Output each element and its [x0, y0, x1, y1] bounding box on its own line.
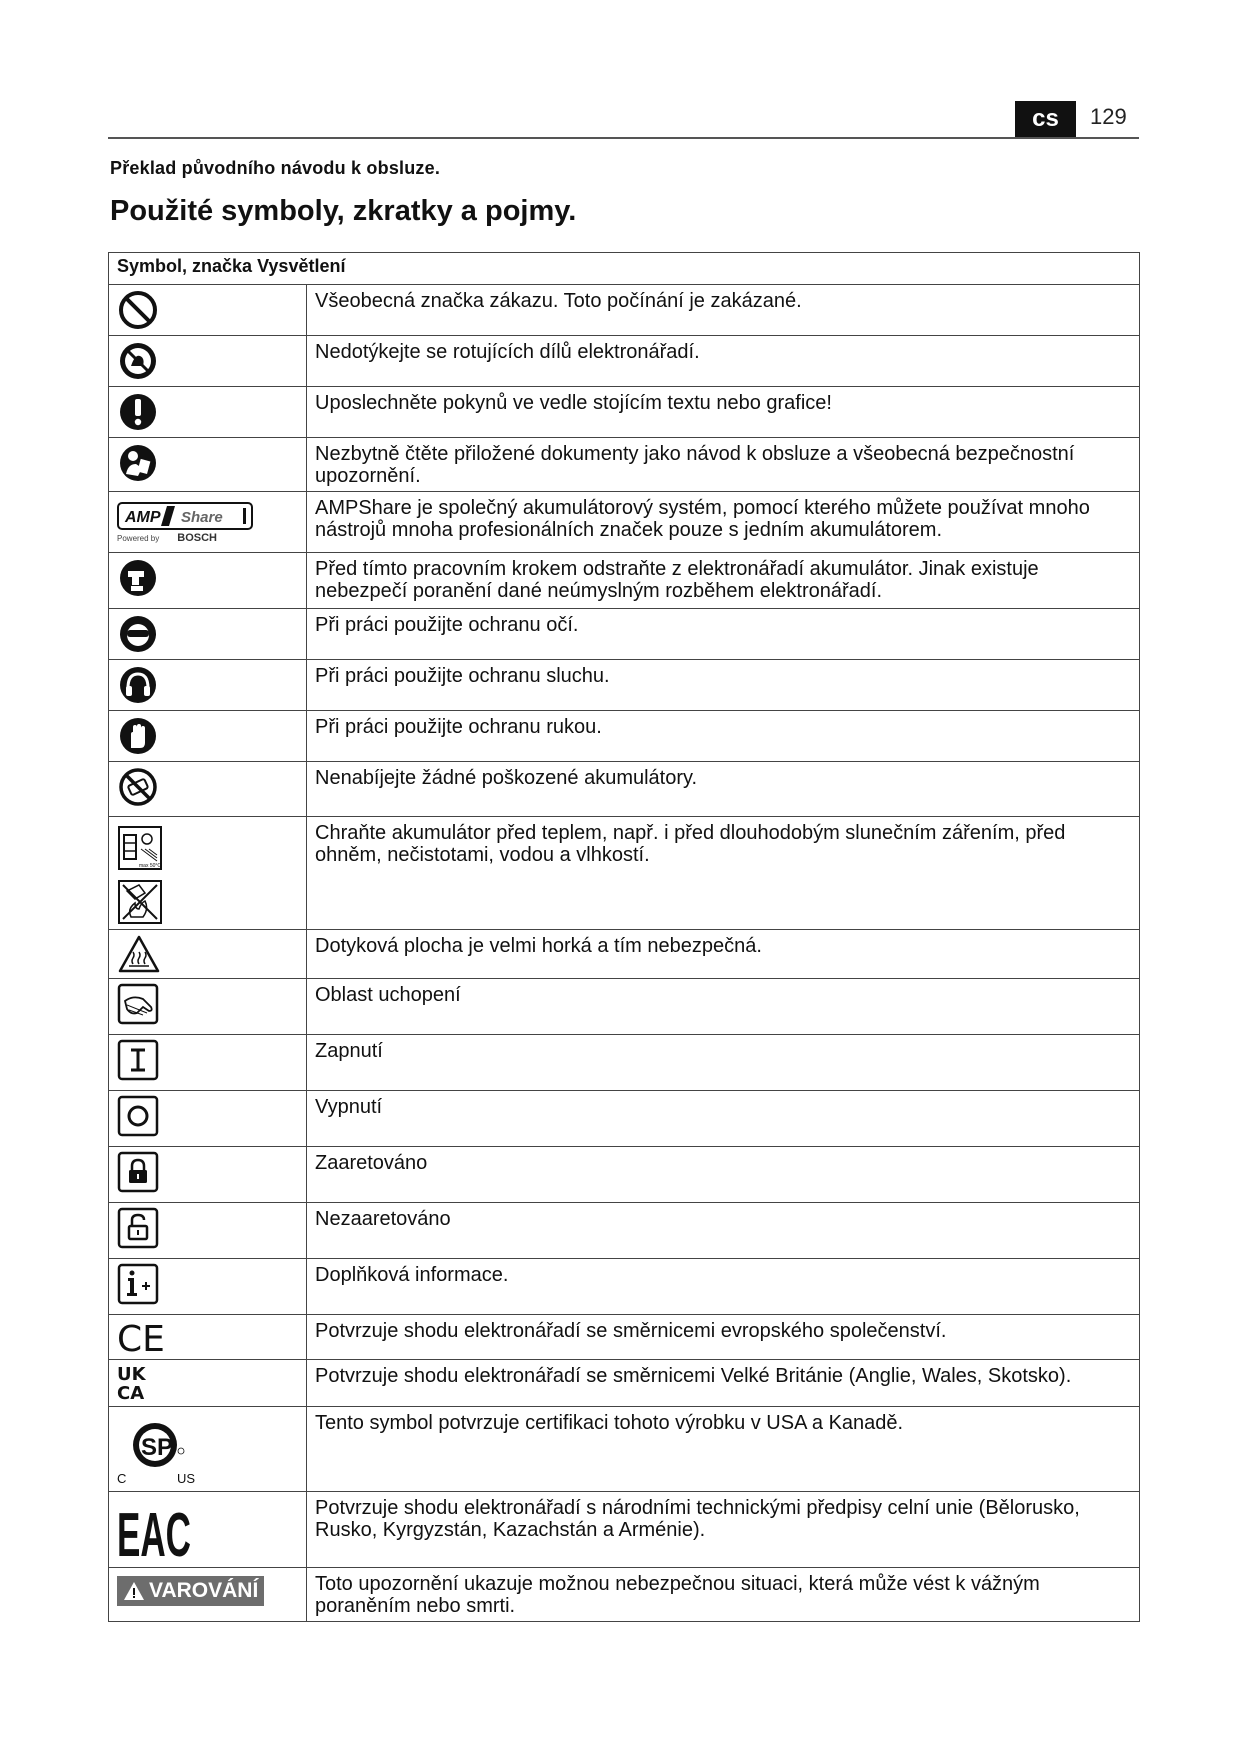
battery-fire-water-icon [117, 879, 163, 925]
symbol-cell [109, 1259, 307, 1315]
table-row [109, 1568, 1140, 1622]
symbol-cell [109, 387, 307, 438]
power-off-icon [117, 1095, 159, 1137]
explanation-cell: Nezaaretováno [307, 1203, 1140, 1259]
table-row [109, 1203, 1140, 1259]
symbol-cell [109, 979, 307, 1035]
explanation-cell: AMPShare je společný akumulátorový systém, pomocí kterého můžete používat mnoho nástrojů mnoha profesionálních značek pouze s jedním akumulátorem. [307, 492, 1140, 553]
csa-us-mark-icon [117, 1411, 207, 1487]
explanation-cell: Dotyková plocha je velmi horká a tím nebezpečná. [307, 930, 1140, 979]
info-plus-icon [117, 1263, 159, 1305]
symbol-cell [109, 609, 307, 660]
table-row [109, 1407, 1140, 1492]
table-row [109, 979, 1140, 1035]
uk-text: UK [117, 1364, 146, 1385]
table-row [109, 660, 1140, 711]
explanation-cell: Nenabíjejte žádné poškozené akumulátory. [307, 762, 1140, 817]
symbol-cell [109, 492, 307, 553]
eye-protection-icon [117, 613, 159, 655]
explanation-cell: Před tímto pracovním krokem odstraňte z elektronářadí akumulátor. Jinak existuje nebezpečí poranění dané neúmyslným rozběhem elektronářadí. [307, 553, 1140, 609]
explanation-cell: Zapnutí [307, 1035, 1140, 1091]
symbol-cell [109, 1407, 307, 1492]
ce-mark-icon [117, 1319, 167, 1360]
csa-us-text: US [177, 1471, 196, 1486]
table-row [109, 1315, 1140, 1360]
explanation-cell: Oblast uchopení [307, 979, 1140, 1035]
warning-text: VAROVÁNÍ [149, 1579, 259, 1602]
table-row [109, 1360, 1140, 1407]
symbol-cell [109, 1492, 307, 1568]
table-row [109, 930, 1140, 979]
symbol-cell [109, 1568, 307, 1622]
bosch-text: BOSCH [177, 532, 217, 544]
document-subtitle: Překlad původního návodu k obsluze. [110, 158, 441, 178]
explanation-cell: Uposlechněte pokynů ve vedle stojícím textu nebo grafice! [307, 387, 1140, 438]
table-row [109, 387, 1140, 438]
warning-triangle-icon [123, 1581, 145, 1601]
explanation-cell: Tento symbol potvrzuje certifikaci tohoto výrobku v USA a Kanadě. [307, 1407, 1140, 1492]
symbol-cell [109, 660, 307, 711]
ampshare-powered-text: Powered by [117, 533, 160, 543]
battery-temp-text: max 50°C [139, 863, 162, 869]
ampshare-share-text: Share [181, 509, 223, 526]
prohibition-icon [117, 289, 159, 331]
hand-protection-icon [117, 715, 159, 757]
explanation-cell: Při práci použijte ochranu rukou. [307, 711, 1140, 762]
header-symbol: Symbol, značka [117, 256, 253, 276]
locked-icon [117, 1151, 159, 1193]
symbol-cell [109, 1203, 307, 1259]
unlocked-icon [117, 1207, 159, 1249]
svg-text:SP: SP [141, 1434, 174, 1461]
symbol-cell [109, 1035, 307, 1091]
page-number: 129 [1090, 104, 1127, 129]
table-row [109, 609, 1140, 660]
ca-text: CA [117, 1383, 145, 1404]
hot-surface-icon [117, 934, 161, 974]
symbol-cell [109, 438, 307, 492]
symbol-cell [109, 1315, 307, 1360]
explanation-cell: Doplňková informace. [307, 1259, 1140, 1315]
page-title: Použité symboly, zkratky a pojmy. [110, 195, 577, 227]
table-row [109, 1035, 1140, 1091]
no-damaged-battery-icon [117, 766, 159, 808]
no-touch-rotating-icon [117, 340, 159, 382]
symbol-cell [109, 553, 307, 609]
ampshare-amp-text: AMP [125, 509, 161, 526]
ampshare-logo [117, 496, 298, 544]
ampshare-badge-icon [117, 502, 257, 530]
explanation-cell: Při práci použijte ochranu očí. [307, 609, 1140, 660]
explanation-cell: Potvrzuje shodu elektronářadí s národními technickými předpisy celní unie (Bělorusko, Rusko, Kyrgyzstán, Kazachstán a Arménie). [307, 1492, 1140, 1568]
symbol-cell [109, 817, 307, 930]
table-row [109, 817, 1140, 930]
symbol-cell [109, 930, 307, 979]
explanation-cell: Toto upozornění ukazuje možnou nebezpečnou situaci, která může vést k vážným poraněním nebo smrti. [307, 1568, 1140, 1622]
symbol-cell [109, 711, 307, 762]
hearing-protection-icon [117, 664, 159, 706]
explanation-cell: Nedotýkejte se rotujících dílů elektronářadí. [307, 336, 1140, 387]
explanation-cell: Potvrzuje shodu elektronářadí se směrnicemi evropského společenství. [307, 1315, 1140, 1360]
symbol-cell [109, 762, 307, 817]
explanation-cell: Při práci použijte ochranu sluchu. [307, 660, 1140, 711]
explanation-cell: Potvrzuje shodu elektronářadí se směrnicemi Velké Británie (Anglie, Wales, Skotsko). [307, 1360, 1140, 1407]
table-row [109, 438, 1140, 492]
symbols-table [108, 252, 1140, 1622]
read-manual-icon [117, 442, 159, 484]
eac-mark-icon [117, 1496, 197, 1570]
table-row [109, 1259, 1140, 1315]
explanation-cell: Vypnutí [307, 1091, 1140, 1147]
symbol-cell [109, 336, 307, 387]
table-row [109, 492, 1140, 553]
symbol-cell [109, 285, 307, 336]
explanation-cell: Všeobecná značka zákazu. Toto počínání je zakázané. [307, 285, 1140, 336]
table-row [109, 1091, 1140, 1147]
symbol-cell [109, 1360, 307, 1407]
remove-battery-icon [117, 557, 159, 599]
header-rule [108, 137, 1139, 139]
ukca-mark-icon [117, 1364, 157, 1402]
header-explanation: Vysvětlení [257, 256, 346, 276]
grip-area-icon [117, 983, 159, 1025]
csa-c-text: C [117, 1471, 127, 1486]
table-header [109, 253, 1140, 285]
table-row [109, 711, 1140, 762]
table-row [109, 1147, 1140, 1203]
explanation-cell: Zaaretováno [307, 1147, 1140, 1203]
eac-text: EAC [117, 1501, 191, 1570]
table-row [109, 1492, 1140, 1568]
table-header-row [109, 253, 1140, 285]
explanation-cell: Nezbytně čtěte přiložené dokumenty jako návod k obsluze a všeobecná bezpečnostní upozornění. [307, 438, 1140, 492]
powered-by-line [117, 532, 298, 544]
explanation-cell: Chraňte akumulátor před teplem, např. i před dlouhodobým slunečním zářením, před ohněm, nečistotami, vodou a vlhkostí. [307, 817, 1140, 930]
warning-label [117, 1576, 264, 1606]
language-badge: cs [1015, 101, 1076, 137]
table-row [109, 336, 1140, 387]
table-row [109, 762, 1140, 817]
symbol-cell [109, 1091, 307, 1147]
symbol-cell [109, 1147, 307, 1203]
battery-heat-icon [117, 825, 163, 871]
ce-text: CE [117, 1319, 165, 1360]
table-row [109, 285, 1140, 336]
power-on-icon [117, 1039, 159, 1081]
table-row [109, 553, 1140, 609]
attention-icon [117, 391, 159, 433]
